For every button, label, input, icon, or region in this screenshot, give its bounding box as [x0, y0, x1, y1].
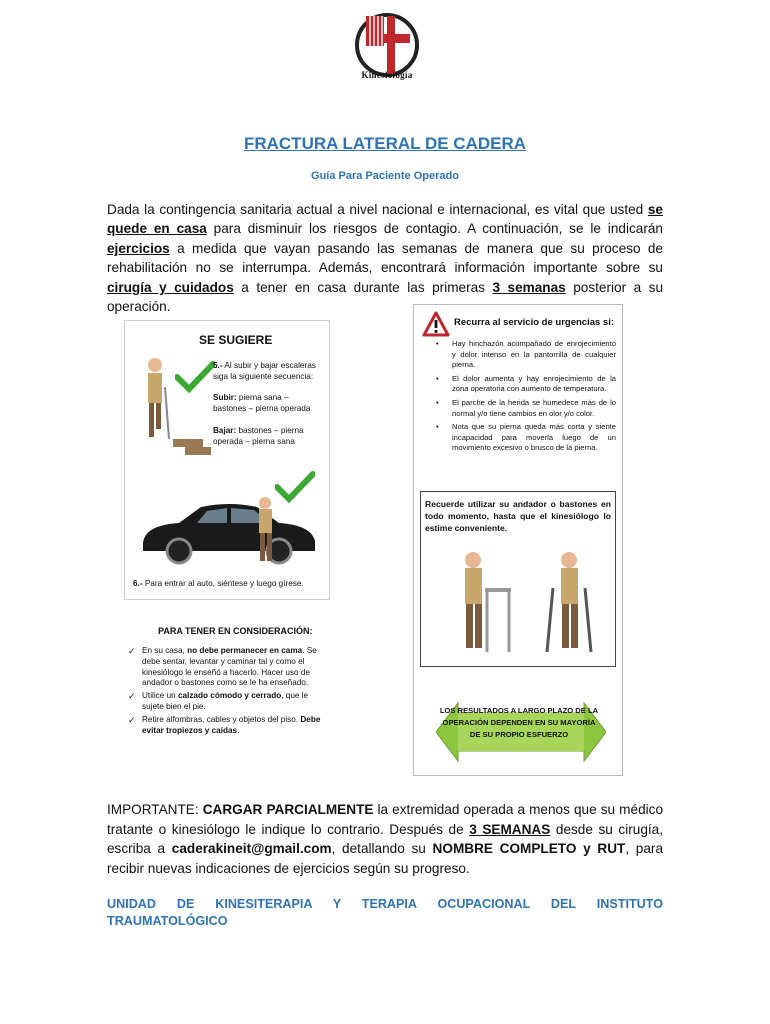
consideration-card — [124, 620, 334, 770]
contact-email: caderakineit@gmail.com — [171, 841, 332, 857]
checkmark-icon: ✓ — [128, 714, 136, 725]
urgency-item: • Hay hinchazón acompañado de enrojecimiento y dolor intenso en la pantorrilla de cualquier pierna. — [424, 339, 616, 371]
crutches-illustration — [539, 548, 599, 660]
consideration-text: , que le sujete bien el pie. — [142, 691, 309, 711]
page-subtitle: Guía Para Paciente Operado — [311, 170, 459, 182]
intro-emphasis: ejercicios — [107, 240, 170, 256]
urgency-title: Recurra al servicio de urgencias si: — [454, 317, 614, 328]
step-6-text: 6.- Para entrar al auto, siéntese y luego gírese. — [133, 579, 304, 588]
urgency-panel — [413, 304, 623, 776]
consideration-emphasis: no debe permanecer en cama — [187, 646, 303, 655]
intro-emphasis: 3 semanas — [492, 279, 566, 295]
intro-text: para disminuir los riesgos de contagio. A continuación, se le indicarán — [206, 221, 663, 237]
consideration-emphasis: calzado cómodo y cerrado — [177, 691, 282, 701]
results-banner-text: LOS RESULTADOS A LARGO PLAZO DE LA OPERACIÓN DEPENDEN EN SU MAYORÍA DE SU PROPIO ESFUERZO — [439, 706, 599, 739]
consideration-item — [128, 691, 332, 713]
walker-reminder-text: Recuerde utilizar su andador o bastones en todo momento, hasta que el kinesiólogo lo estime conveniente. — [425, 499, 611, 533]
intro-text: posterior a su operación. — [107, 279, 664, 315]
consideration-text: Utilice un — [142, 691, 178, 701]
walker-illustration — [451, 548, 521, 660]
checkmark-icon: ✓ — [128, 646, 136, 656]
logo-text: Kinesiología — [361, 70, 413, 80]
urgency-item: • El dolor aumenta y hay enrojecimiento de la zona operatoria con aumento de temperatura. — [424, 374, 616, 395]
consideration-item — [128, 715, 332, 737]
consideration-emphasis: Debe evitar tropiezos y caídas — [142, 714, 321, 735]
consideration-item — [128, 646, 332, 689]
suggestion-card — [124, 320, 330, 600]
important-paragraph: IMPORTANTE: CARGAR PARCIALMENTE la extremidad operada a menos que su médico tratante o kinesiólogo le indique lo contrario. Después de 3 SEMANAS desde su cirugía, escriba a caderakineit@gmail.com, detallando su NOMBRE COMPLETO y RUT, para recibir nuevas indicaciones de ejercicios según su progreso. — [107, 802, 664, 876]
intro-text: a medida que vayan pasando las semanas de manera que su proceso de rehabilitación no se interrumpa. Además, encontrará información importante sobre su — [107, 240, 663, 276]
intro-emphasis: cirugía y cuidados — [107, 279, 234, 295]
footer-line-1: UNIDAD DE KINESITERAPIA Y TERAPIA OCUPACIONAL DEL INSTITUTO — [107, 897, 663, 911]
consideration-list — [128, 646, 332, 738]
consideration-text: Retire alfombras, cables y objetos del piso. — [142, 714, 301, 724]
step-5-text: 5.- Al subir y bajar escaleras siga la siguiente secuencia: Subir: pierna sana – bastones – pierna operada Bajar: bastones – pierna operada – pierna sana — [213, 361, 316, 446]
urgency-item: • Nota que su pierna queda más corta y siente incapacidad para moverla luego de un movimiento excesivo o brusco de la pierna. — [424, 422, 616, 454]
consideration-heading: PARA TENER EN CONSIDERACIÓN: — [158, 626, 313, 636]
urgency-item: • El parche de la herida se humedece más de lo normal y/o tiene cambios en olor y/o color. — [424, 398, 616, 419]
stairs-illustration — [133, 351, 213, 461]
intro-text: Dada la contingencia sanitaria actual a nivel nacional e internacional, es vital que usted — [107, 202, 648, 217]
car-illustration — [139, 493, 319, 573]
urgency-list — [424, 339, 616, 457]
consideration-text: . — [237, 725, 240, 735]
consideration-text: En su casa, — [142, 646, 188, 655]
intro-emphasis: se quede en casa — [107, 202, 663, 237]
suggestion-heading: SE SUGIERE — [199, 333, 273, 347]
page-title: FRACTURA LATERAL DE CADERA — [243, 134, 527, 153]
warning-icon — [422, 311, 450, 337]
intro-text: a tener en casa durante las primeras — [233, 279, 493, 295]
intro-paragraph — [107, 200, 663, 316]
checkmark-icon: ✓ — [128, 691, 136, 702]
footer-line-2: TRAUMATOLÓGICO — [107, 914, 228, 928]
consideration-text: . Se debe sentar, levantar y caminar tal y como el kinesiólogo le enseñó a hacerlo. Hacer uso de andador o bastones como se le ha enseñado. — [142, 646, 317, 688]
walker-reminder-box — [420, 491, 616, 667]
